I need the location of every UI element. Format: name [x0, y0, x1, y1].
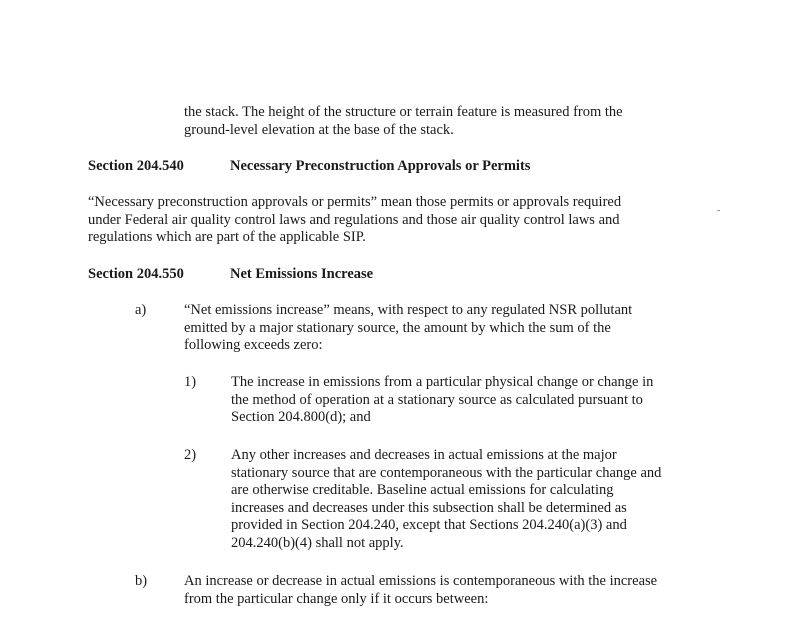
- paragraph-line: the stack. The height of the structure or terrain feature is measured from the: [184, 104, 623, 120]
- list-marker-2: 2): [184, 447, 197, 463]
- list-item-b: [184, 573, 657, 608]
- section-204-540-body: [88, 194, 621, 247]
- paragraph-line: “Net emissions increase” means, with respect to any regulated NSR pollutant: [184, 302, 633, 318]
- paragraph-line: the method of operation at a stationary source as calculated pursuant to: [231, 391, 643, 408]
- paragraph-line: following exceeds zero:: [184, 337, 323, 353]
- list-marker-1: 1): [184, 374, 197, 390]
- list-item-a: [184, 302, 632, 355]
- paragraph-line: “Necessary preconstruction approvals or permits” mean those permits or approvals required: [88, 194, 622, 210]
- paragraph-line: Any other increases and decreases in actual emissions at the major: [231, 447, 617, 463]
- list-item-1: [231, 374, 653, 427]
- paragraph-line: increases and decreases under this subsection shall be determined as: [231, 499, 627, 516]
- paragraph-line: The increase in emissions from a particular physical change or change in: [231, 374, 654, 390]
- paragraph-line: An increase or decrease in actual emissions is contemporaneous with the increase: [184, 573, 658, 589]
- list-marker-b: b): [135, 573, 148, 589]
- section-title: Net Emissions Increase: [230, 266, 374, 282]
- paragraph-line: are otherwise creditable. Baseline actual emissions for calculating: [231, 482, 614, 498]
- paragraph-line: regulations which are part of the applicable SIP.: [88, 229, 366, 245]
- paragraph-line: ground-level elevation at the base of the stack.: [184, 121, 454, 138]
- paragraph-line: from the particular change only if it occurs between:: [184, 590, 489, 607]
- paragraph-line: under Federal air quality control laws and regulations and those air quality control laws and: [88, 211, 620, 228]
- paragraph-line: provided in Section 204.240, except that Sections 204.240(a)(3) and: [231, 517, 627, 533]
- scan-artifact: [717, 210, 720, 211]
- continuation-paragraph: [184, 104, 623, 139]
- list-marker-a: a): [135, 302, 147, 318]
- section-title: Necessary Preconstruction Approvals or Permits: [230, 158, 531, 174]
- paragraph-line: emitted by a major stationary source, the amount by which the sum of the: [184, 319, 611, 336]
- paragraph-line: Section 204.800(d); and: [231, 409, 371, 425]
- section-number: Section 204.550: [88, 266, 184, 282]
- section-number: Section 204.540: [88, 158, 184, 174]
- paragraph-line: 204.240(b)(4) shall not apply.: [231, 534, 404, 551]
- list-item-2: [231, 447, 661, 552]
- paragraph-line: stationary source that are contemporaneous with the particular change and: [231, 464, 662, 481]
